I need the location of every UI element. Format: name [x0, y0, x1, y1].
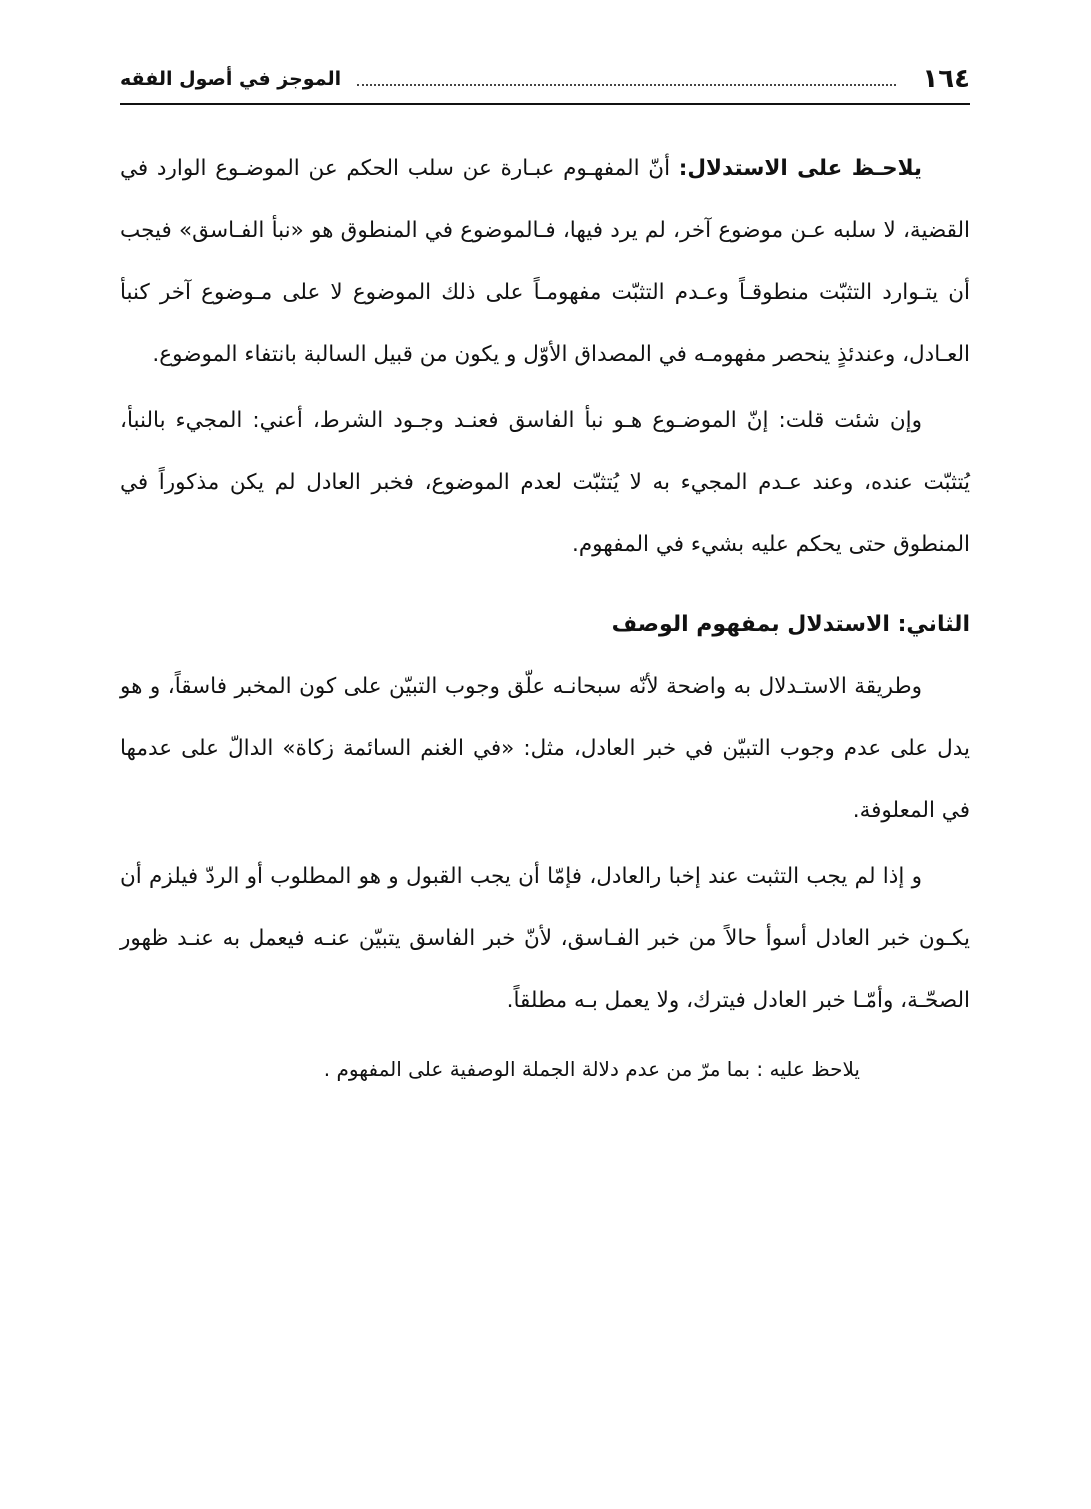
paragraph-method: وطريقة الاستـدلال به واضحة لأنّه سبحانـه علّق وجوب التبيّن على كون المخبر فاسقاً، و هو يدل على عدم وجوب التبيّن في خبر العادل، مثل: «في الغنم السائمة زكاة» الدالّ على عدمها في المعلوفة. — [120, 674, 970, 823]
paragraph-text: أنّ المفهـوم عبـارة عن سلب الحكم عن الموضـوع الوارد في القضية، لا سلبه عـن موضوع آخر، لم يرد فيها، فـالموضوع في المنطوق هو «نبأ الفـاسق» فيجب أن يتـوارد التثبّت منطوقـاً وعـدم التثبّت مفهومـاً على ذلك الموضوع لا على مـوضوع آخر كنبأ العـادل، وعندئذٍ ينحصر مفهومـه في المصداق الأوّل و يكون من قبيل السالبة بانتفاء الموضوع. — [120, 156, 970, 367]
paragraph-argument: و إذا لم يجب التثبت عند إخبا رالعادل، فإمّا أن يجب القبول و هو المطلوب أو الردّ فيلزم أن يكـون خبر العادل أسوأ حالاً من خبر الفـاسق، لأنّ خبر الفاسق يتبيّن عنـه فيعمل به عنـد ظهور الصحّـة، وأمّـا خبر العادل فيترك، ولا يعمل بـه مطلقاً. — [120, 864, 970, 1013]
book-page — [120, 0, 970, 1509]
header-dotted-leader — [357, 83, 896, 86]
paragraph-objection-1 — [120, 138, 970, 386]
page-header — [120, 50, 970, 94]
paragraph-objection-2: يلاحظ عليه : بما مرّ من عدم دلالة الجملة الوصفية على المفهوم . — [323, 1057, 860, 1081]
running-book-title: الموجز في أصول الفقه — [120, 68, 342, 90]
paragraph-lead: يلاحـظ على الاستدلال: — [678, 156, 923, 181]
paragraph-alternative: وإن شئت قلت: إنّ الموضـوع هـو نبأ الفاسق فعنـد وجـود الشرط، أعني: المجيء بالنبأ، يُتثبّت عنده، وعند عـدم المجيء به لا يُتثبّت لعدم الموضوع، فخبر العادل لم يكن مذكوراً في المنطوق حتى يحكم عليه بشيء في المفهوم. — [120, 408, 970, 557]
header-rule — [120, 103, 970, 105]
page-number: ١٦٤ — [922, 64, 970, 94]
page-body — [120, 138, 970, 1100]
section-heading: الثاني: الاستدلال بمفهوم الوصف — [611, 612, 970, 637]
